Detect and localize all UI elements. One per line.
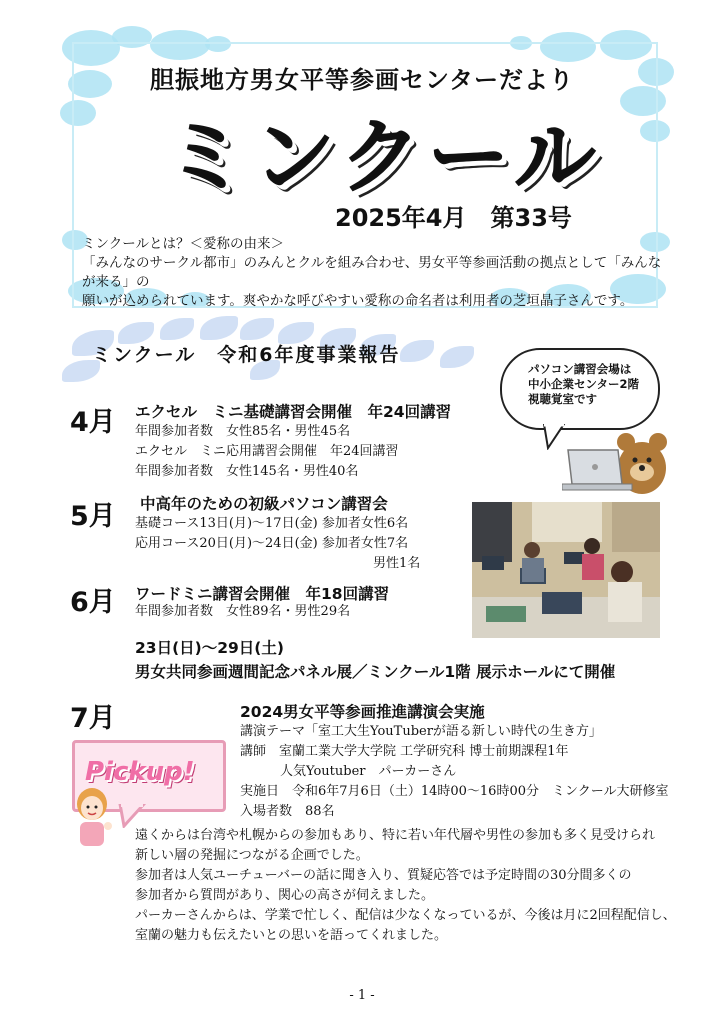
month-april: 4月: [70, 407, 116, 438]
newsletter-title: ミンクール: [165, 110, 602, 205]
april-details: [135, 422, 399, 482]
report-line: 遠くからは台湾や札幌からの参加もあり、特に若い年代層や男性の参加も多く見受けられ: [135, 828, 656, 843]
may-heading: 中高年のための初級パソコン講習会: [140, 495, 388, 513]
about-text-line: 願いが込められています。爽やかな呼びやすい愛称の命名者は利用者の芝垣晶子さんです。: [82, 293, 634, 309]
month-july: 7月: [70, 703, 116, 734]
july-lecture-details: [240, 722, 668, 822]
detail-line: 基礎コース13日(月)～17日(金) 参加者女性6名: [135, 516, 409, 531]
issue-date: 2025年4月 第33号: [335, 204, 572, 232]
callout-line: パソコン講習会場は: [528, 362, 632, 376]
may-details: [135, 514, 420, 574]
pc-class-photo: [472, 502, 660, 638]
detail-line: エクセル ミニ応用講習会開催 年24回講習: [135, 444, 399, 459]
june-event-dates: 23日(日)～29日(土): [135, 639, 284, 657]
report-line: 参加者は人気ユーチューバーの話に聞き入り、質疑応答では予定時間の30分間多くの: [135, 868, 632, 883]
report-line: 参加者から質問があり、関心の高さが伺えました。: [135, 888, 435, 903]
july-report-text: [135, 826, 695, 946]
month-june: 6月: [70, 587, 116, 618]
june-heading: ワードミニ講習会開催 年18回講習: [135, 585, 390, 603]
pickup-label: Pickup!: [85, 757, 195, 787]
pickup-badge-tail: [118, 804, 148, 828]
about-heading: ミンクールとは？＜愛称の由来＞: [82, 236, 284, 252]
detail-line: 男性1名: [373, 556, 421, 571]
lecture-attendance: 入場者数 88名: [240, 804, 335, 819]
about-text-line: 「みんなのサークル都市」のみんとクルを組み合わせ、男女平等参画活動の拠点として「みんなが来る」の: [82, 255, 662, 290]
detail-line: 年間参加者数 女性145名・男性40名: [135, 464, 359, 479]
detail-line: 年間参加者数 女性85名・男性45名: [135, 424, 351, 439]
june-event: 男女共同参画週間記念パネル展／ミンクール1階 展示ホールにて開催: [135, 663, 616, 681]
about-section: [82, 235, 662, 311]
report-line: パーカーさんからは、学業で忙しく、配信は少なくなっているが、今後は月に2回程配信し、: [135, 908, 676, 923]
lecture-speaker-name: 人気Youtuber パーカーさん: [280, 764, 457, 779]
report-line: 室蘭の魅力も伝えたいとの思いを語ってくれました。: [135, 928, 448, 943]
report-line: 新しい層の発掘につながる企画でした。: [135, 848, 369, 863]
newsletter-subtitle: 胆振地方男女平等参画センターだより: [150, 66, 575, 94]
section-title: ミンクール 令和6年度事業報告: [92, 344, 401, 366]
april-heading: エクセル ミニ基礎講習会開催 年24回講習: [135, 403, 452, 421]
detail-line: 応用コース20日(月)～24日(金) 参加者女性7名: [135, 536, 409, 551]
month-may: 5月: [70, 501, 116, 532]
page-number: - 1 -: [349, 988, 375, 1003]
lecture-speaker: 講師 室蘭工業大学大学院 工学研究科 博士前期課程1年: [240, 744, 569, 759]
callout-line: 中小企業センター2階: [528, 377, 640, 391]
lecture-date: 実施日 令和6年7月6日（土）14時00～16時00分 ミンクール大研修室: [240, 784, 669, 799]
july-heading: 2024男女平等参画推進講演会実施: [240, 703, 485, 721]
girl-pointing-illustration: [70, 786, 114, 848]
venue-callout: [500, 348, 660, 430]
lecture-theme: 講演テーマ「室工大生YouTuberが語る新しい時代の生き方」: [240, 724, 602, 739]
june-detail: 年間参加者数 女性89名・男性29名: [135, 604, 351, 619]
callout-line: 視聴覚室です: [528, 392, 597, 406]
bear-laptop-illustration: [562, 428, 670, 498]
